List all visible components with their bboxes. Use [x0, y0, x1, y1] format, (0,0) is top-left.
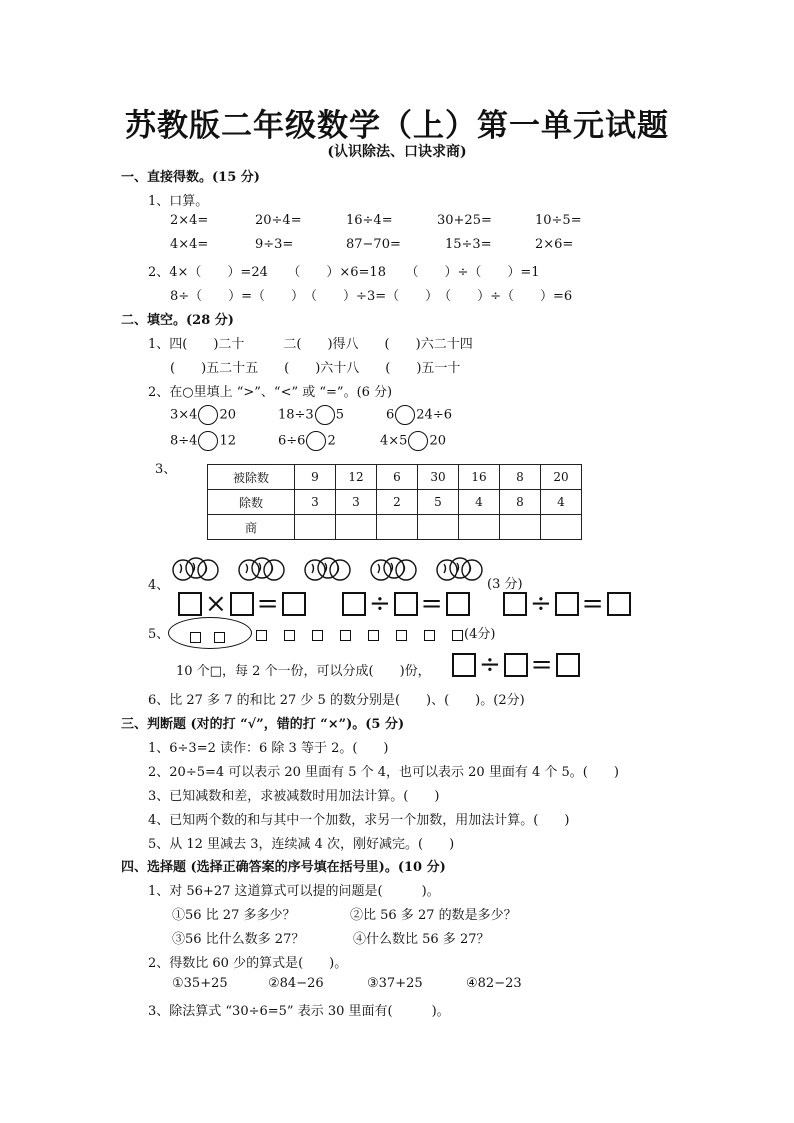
s2-q5-label: 5、 — [148, 627, 170, 642]
s2-q1-line1: 1、四( )二十 二( )得八 ( )六二十四 — [148, 337, 473, 352]
answer-box[interactable] — [230, 592, 254, 616]
equation-divide: ÷ = — [342, 592, 470, 616]
choice-question: 3、除法算式 “30÷6=5” 表示 30 里面有( )。 — [148, 1004, 450, 1019]
choice-option: ①56 比 27 多多少？ — [172, 908, 296, 923]
equation-divide: ÷ = — [503, 592, 631, 616]
compare-item: 3×4 20 — [170, 405, 236, 425]
choice-option: ①35+25 — [172, 976, 228, 991]
row-header: 商 — [208, 515, 295, 540]
square-item — [340, 626, 351, 645]
table-cell: 30 — [418, 465, 459, 490]
square-item — [284, 626, 295, 645]
peach-group-icon — [239, 558, 284, 580]
answer-box[interactable] — [342, 592, 366, 616]
judge-item: 4、已知两个数的和与其中一个加数，求另一个加数，用加法计算。( ) — [148, 813, 570, 828]
row-header: 除数 — [208, 490, 295, 515]
compare-circle[interactable] — [306, 431, 326, 451]
s2-q4-score: (3 分) — [487, 577, 523, 592]
table-row — [208, 515, 582, 540]
choice-question: 1、对 56+27 这道算式可以提的问题是( )。 — [148, 884, 440, 899]
answer-cell[interactable] — [336, 515, 377, 540]
answer-cell[interactable] — [459, 515, 500, 540]
oral-calc: 9÷3= — [255, 237, 294, 252]
choice-option: ④什么数比 56 多 27？ — [353, 932, 490, 947]
compare-item: 18÷3 5 — [278, 405, 344, 425]
row-header: 被除数 — [208, 465, 295, 490]
table-cell: 4 — [541, 490, 582, 515]
table-cell: 3 — [336, 490, 377, 515]
peach-group-icon — [371, 558, 416, 580]
table-row — [208, 465, 582, 490]
section-4-heading: 四、选择题 (选择正确答案的序号填在括号里)。(10 分) — [121, 860, 446, 875]
oral-calc: 4×4= — [170, 237, 209, 252]
square-item — [368, 626, 379, 645]
judge-item: 1、6÷3=2 读作：6 除 3 等于 2。( ) — [148, 741, 389, 756]
oral-calc: 10÷5= — [535, 213, 582, 228]
equation-multiply: × = — [178, 592, 306, 616]
section-2-heading: 二、填空。(28 分) — [121, 313, 234, 328]
answer-cell[interactable] — [541, 515, 582, 540]
answer-box[interactable] — [555, 592, 579, 616]
equation-divide: ÷ = — [452, 653, 580, 677]
s2-q5-score: (4分) — [464, 627, 496, 642]
square-item — [312, 626, 323, 645]
table-cell: 8 — [500, 490, 541, 515]
choice-option: ④82−23 — [466, 976, 522, 991]
compare-circle[interactable] — [395, 405, 415, 425]
page-title: 苏教版二年级数学（上）第一单元试题 — [125, 108, 669, 144]
oral-calc: 15÷3= — [445, 237, 492, 252]
square-item — [424, 626, 435, 645]
peach-group-icon — [305, 558, 350, 580]
compare-circle[interactable] — [408, 431, 428, 451]
oral-calc: 87−70= — [346, 237, 401, 252]
oral-calc: 16÷4= — [346, 213, 393, 228]
oral-calc: 20÷4= — [255, 213, 302, 228]
s2-q3-label: 3、 — [155, 462, 177, 477]
answer-box[interactable] — [394, 592, 418, 616]
peach-group-icon — [437, 558, 482, 580]
s2-q6: 6、比 27 多 7 的和比 27 少 5 的数分别是( )、( )。(2分) — [148, 693, 525, 708]
compare-circle[interactable] — [198, 405, 218, 425]
square-item — [452, 626, 463, 645]
s2-q5-text: 10 个□，每 2 个一份，可以分成( )份， — [176, 664, 431, 679]
answer-box[interactable] — [178, 592, 202, 616]
square-item — [214, 628, 225, 647]
judge-item: 2、20÷5=4 可以表示 20 里面有 5 个 4，也可以表示 20 里面有 4 个 5。( ) — [148, 765, 619, 780]
table-row — [208, 490, 582, 515]
answer-box[interactable] — [503, 592, 527, 616]
grouping-oval — [168, 617, 252, 649]
compare-item: 8÷4 12 — [170, 431, 236, 451]
oral-calc: 2×4= — [170, 213, 209, 228]
table-cell: 12 — [336, 465, 377, 490]
square-item — [256, 626, 267, 645]
choice-question: 2、得数比 60 少的算式是( )。 — [148, 956, 348, 971]
choice-option: ③56 比什么数多 27？ — [172, 932, 305, 947]
square-item — [396, 626, 407, 645]
choice-option: ②84−26 — [268, 976, 324, 991]
judge-item: 5、从 12 里减去 3，连续减 4 次，刚好减完。( ) — [148, 837, 455, 852]
peach-group-icon — [173, 558, 218, 580]
choice-option: ②比 56 多 27 的数是多少？ — [350, 908, 517, 923]
oral-calc: 30+25= — [437, 213, 492, 228]
answer-box[interactable] — [452, 653, 476, 677]
table-cell: 3 — [295, 490, 336, 515]
table-cell: 4 — [459, 490, 500, 515]
s1-sub2-line1: 2、4×（ ）=24 （ ）×6=18 （ ）÷（ ）=1 — [148, 265, 540, 280]
answer-box[interactable] — [446, 592, 470, 616]
s2-q1-line2: ( )五二十五 ( )六十八 ( )五一十 — [170, 361, 461, 376]
s1-sub1: 1、口算。 — [148, 194, 209, 209]
answer-cell[interactable] — [295, 515, 336, 540]
compare-item: 6÷6 2 — [278, 431, 336, 451]
answer-box[interactable] — [504, 653, 528, 677]
compare-item: 4×5 20 — [380, 431, 446, 451]
answer-cell[interactable] — [377, 515, 418, 540]
table-cell: 5 — [418, 490, 459, 515]
square-item — [190, 628, 201, 647]
section-3-heading: 三、判断题 (对的打 “√”，错的打 “×”)。(5 分) — [121, 717, 405, 732]
s2-q4-label: 4、 — [148, 578, 170, 593]
table-cell: 2 — [377, 490, 418, 515]
compare-circle[interactable] — [315, 405, 335, 425]
section-1-heading: 一、直接得数。(15 分) — [121, 170, 260, 185]
compare-item: 6 24÷6 — [386, 405, 452, 425]
table-cell: 6 — [377, 465, 418, 490]
table-cell: 9 — [295, 465, 336, 490]
table-cell: 8 — [500, 465, 541, 490]
judge-item: 3、已知减数和差，求被减数时用加法计算。( ) — [148, 789, 440, 804]
answer-cell[interactable] — [418, 515, 459, 540]
answer-box[interactable] — [556, 653, 580, 677]
page-subtitle: (认识除法、口诀求商) — [327, 144, 467, 160]
compare-circle[interactable] — [198, 431, 218, 451]
table-cell: 20 — [541, 465, 582, 490]
choice-option: ③37+25 — [367, 976, 423, 991]
answer-box[interactable] — [282, 592, 306, 616]
peach-groups-icon — [170, 555, 490, 585]
s2-q2: 2、在○里填上 “>”、“<” 或 “=”。(6 分) — [148, 385, 393, 400]
table-cell: 16 — [459, 465, 500, 490]
oral-calc: 2×6= — [535, 237, 574, 252]
answer-cell[interactable] — [500, 515, 541, 540]
s1-sub2-line2: 8÷（ ）=（ ） （ ）÷3=（ ） （ ）÷（ ）=6 — [170, 289, 573, 304]
division-table — [207, 464, 582, 540]
answer-box[interactable] — [607, 592, 631, 616]
